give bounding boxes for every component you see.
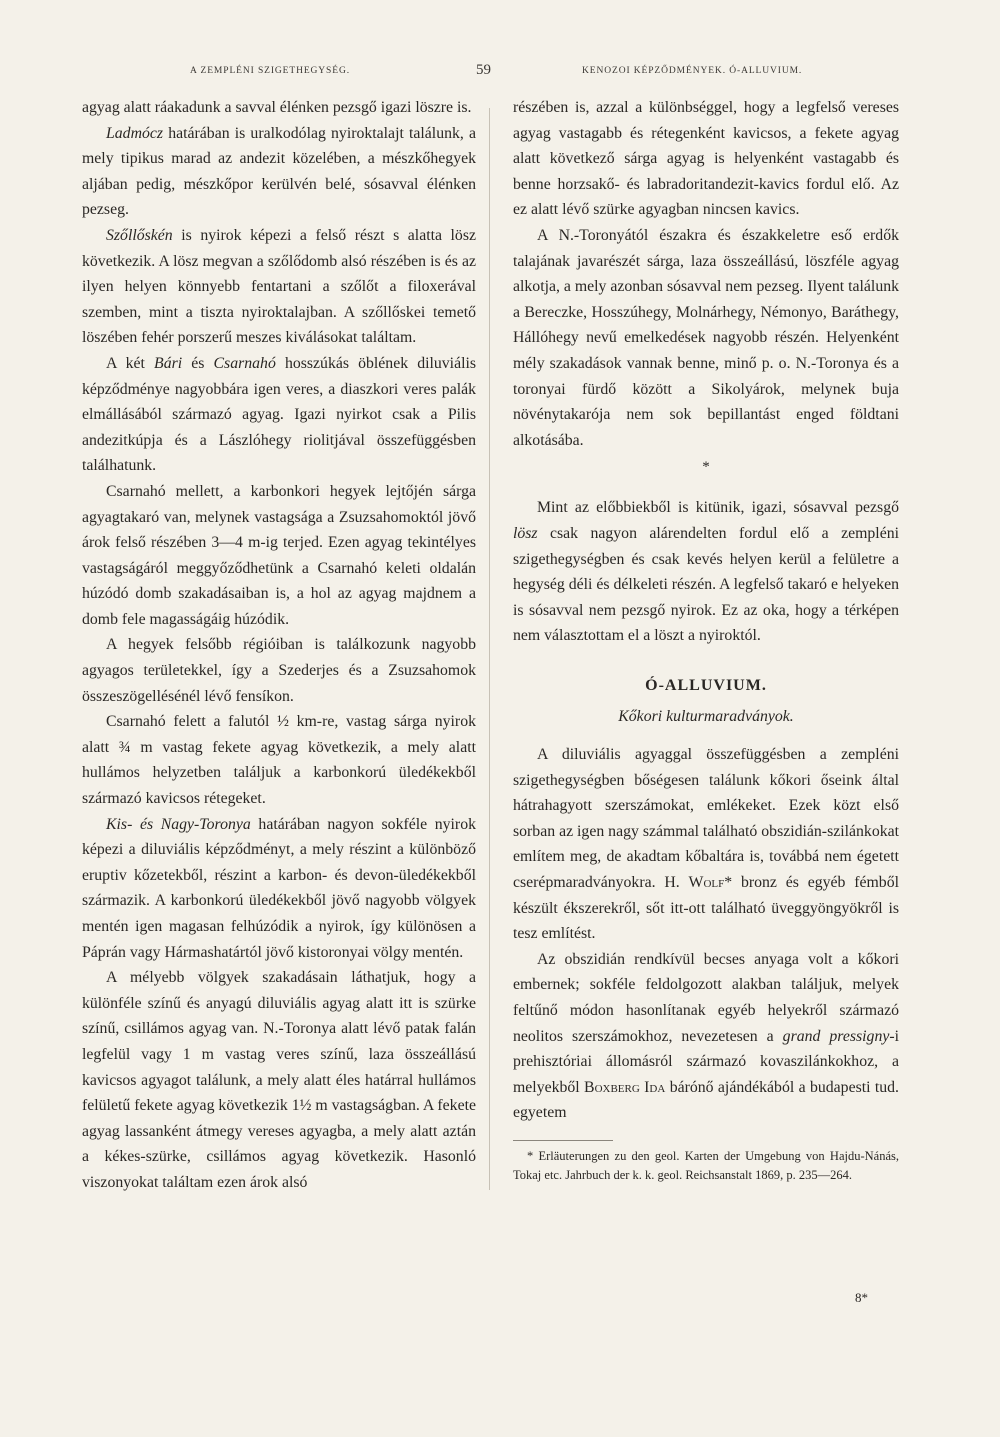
paragraph-text: hosszúkás öblének diluviális képződménye nagyobbára igen veres, a diaszkori veres palák elmállásából származó agyag. Igazi nyirkot csak a Pilis andezitkúpja és a Lászlóhegy riolitjával összefüggésben találhatunk.: [82, 354, 477, 475]
signature-mark: 8*: [855, 1290, 868, 1305]
paragraph-text: csak nagyon alárendelten fordul elő a zempléni szigethegységben és csak kevés helyen kerül a felületre a hegység déli és délkeleti részén. A legfelső takaró e helyeken is sósavval nem pezsgő nyirok. Ez az oka, hogy a térképen nem választottam el a löszt a nyiroktól.: [513, 524, 899, 645]
place-name: Ladmócz: [106, 124, 164, 142]
running-header-right: KENOZOI KÉPZŐDMÉNYEK. Ó-ALLUVIUM.: [582, 66, 803, 76]
paragraph: A mélyebb völgyek szakadásain láthatjuk, hogy a különféle színű és anyagú diluviális agyag alatt itt is szürke színű, csillámos agyag van. N.-Toronya alatt lévő patak falán legfelül vagy 1 m vastag veres színű, laza összeállású kavicsos agyagot találunk, a mely alatt éles határral hullámos felületű fekete agyag következik 1½ m vastagságban. A fekete agyag lassanként átmegy vereses agyagba, a mely alatt aztán a kékes-szürke, csillámos agyag következik. Hasonló viszonyokat találtam ezen árok alsó: [82, 969, 476, 1191]
running-header-left: A ZEMPLÉNI SZIGETHEGYSÉG.: [190, 66, 350, 76]
footnote-text: * Erläuterungen zu den geol. Karten der Umgebung von Hajdu-Nánás, Tokaj etc. Jahrbuch der k. k. geol. Reichsanstalt 1869, p. 235—264.: [513, 1148, 899, 1182]
paragraph-text: határában nagyon sokféle nyirok képezi a diluviális képződményt, a mely részint a különböző eruptiv kőzetekből, részint a karbon- és devon-üledékekből származik. A karbonkorú üledékekből jövő nagyobb völgyek mentén igen magasan felhúzódik a nyirok, így különösen a Páprán vagy Hármashatártól jövő kistoronyai völgy mentén.: [82, 815, 476, 961]
paragraph: [513, 495, 899, 649]
footnote-rule: [513, 1140, 613, 1141]
paragraph-text: bárónő ajándékából a budapesti tud. egyetem: [513, 1078, 899, 1122]
author-name: Wolf: [688, 874, 725, 892]
paragraph: [82, 812, 476, 966]
place-name: Bári: [154, 354, 183, 372]
place-name: Kis- és Nagy-Toronya: [106, 815, 251, 833]
paragraph-text: A diluviális agyaggal összefüggésben a zempléni szigethegységben bőségesen találunk kőkori őseink által hátrahagyott szerszámokat, emlékeket. Ezek közt első sorban az igen nagy számmal található obszidián-szilánkokat említem meg, de akadtam kőbaltára is, továbbá nem égetett cserépmaradványokra. H.: [513, 746, 900, 892]
place-name: Csarnahó: [213, 354, 276, 372]
paragraph: Csarnahó mellett, a karbonkori hegyek lejtőjén sárga agyagtakaró van, melynek vastagsága a Zsuzsahomoktól jövő árok felső részében 3—4 m-ig terjed. Ezen agyag tekintélyes vastagságáról meggyőződhetünk a Csarnahó keleti oldalán húzódó domb szakadásaiban is, a hol az agyag majdnem a domb fele magasságáig húzódik.: [82, 482, 476, 628]
page-number: 59: [476, 62, 491, 78]
paragraph-text: * bronz és egyéb fémből készült ékszerekről, sőt itt-ott található üveggyöngyökről is tesz említést.: [513, 874, 899, 943]
paragraph: Csarnahó felett a falutól ½ km-re, vastag sárga nyirok alatt ¾ m vastag fekete agyag következik, a mely alatt hullámos helyzetben találjuk a karbonkorú üledékekből származó kavicsos rétegeket.: [82, 713, 476, 808]
paragraph: [513, 947, 899, 1126]
paragraph: A hegyek felsőbb régióiban is találkozunk nagyobb agyagos területekkel, így a Szederjes és a Zsuzsahomok összeszögellésénél lévő fensíkon.: [82, 636, 476, 705]
emphasis: lösz: [513, 524, 538, 542]
paragraph: agyag alatt ráakadunk a savval élénken pezsgő igazi löszre is.: [82, 99, 472, 116]
paragraph: [82, 121, 476, 223]
right-column: [513, 95, 899, 1185]
paragraph-text: A két: [106, 354, 155, 372]
footnote: [513, 1147, 899, 1185]
section-title: Ó-ALLUVIUM.: [645, 676, 767, 694]
paragraph-text: is nyirok képezi a felső részt s alatta lösz következik. A lösz megvan a szőlődomb alsó részében is és az ilyen helyen könnyebb fentartani a szőlőt a filoxerával szemben, mint a tiszta nyiroktalajban. A szőllőskei temető löszében fehér porszerű meszes kiválásokat találtam.: [82, 226, 476, 347]
left-column: [82, 95, 476, 1196]
paragraph: [82, 223, 476, 351]
person-name: Boxberg Ida: [584, 1078, 666, 1096]
column-divider: [489, 108, 490, 1190]
paragraph-text: Az obszidián rendkívül becses anyaga volt a kőkori embernek; sokféle feldolgozott alakban találjuk, melyek feltűnő módon hasonlítanak egyéb helyekről származó neolitos szerszámokhoz, nevezetesen a: [513, 950, 899, 1045]
section-separator: *: [702, 459, 710, 476]
paragraph: [82, 351, 476, 479]
paragraph: részében is, azzal a különbséggel, hogy a legfelső vereses agyag vastagabb és rétegenként kavicsos, a fekete agyag alatt következő sárga agyag is helyenként vastagabb és benne horzsakő- és labradoritandezit-kavics fordul elő. Az ez alatt lévő szürke agyagban nincsen kavics.: [513, 99, 899, 219]
place-name: Szőllőskén: [106, 226, 173, 244]
emphasis: grand pressigny: [782, 1027, 890, 1045]
paragraph-text: és: [182, 354, 214, 372]
section-subtitle: Kőkori kulturmaradványok.: [618, 708, 794, 726]
paragraph: [513, 742, 899, 947]
paragraph-text: határában is uralkodólag nyiroktalajt találunk, a mely tipikus marad az andezit közelében, a mészkőhegyek aljában pedig, mészkőpor kerülvén belé, sósavval élénken pezseg.: [82, 124, 476, 219]
paragraph-text: -i prehisztóriai állomásról származó kovaszilánkokhoz, a melyekből: [513, 1027, 900, 1096]
paragraph: A N.-Toronyától északra és északkeletre eső erdők talajának javarészét sárga, laza összeállású, löszféle agyag alkotja, a mely azonban sósavval nem pezseg. Ilyent találunk a Bereczke, Hosszúhegy, Molnárhegy, Némonyo, Baráthegy, Hállóhegy nevű emelkedések nagyobb részén. Helyenként mély szakadások vannak benne, minő p. o. N.-Toronya és a toronyai fürdő között a Sikolyárok, melynek buja növénytakarója nem sok bepillantást enged földtani alkotásába.: [513, 226, 900, 449]
paragraph-text: Mint az előbbiekből is kitünik, igazi, sósavval pezsgő: [537, 499, 899, 517]
